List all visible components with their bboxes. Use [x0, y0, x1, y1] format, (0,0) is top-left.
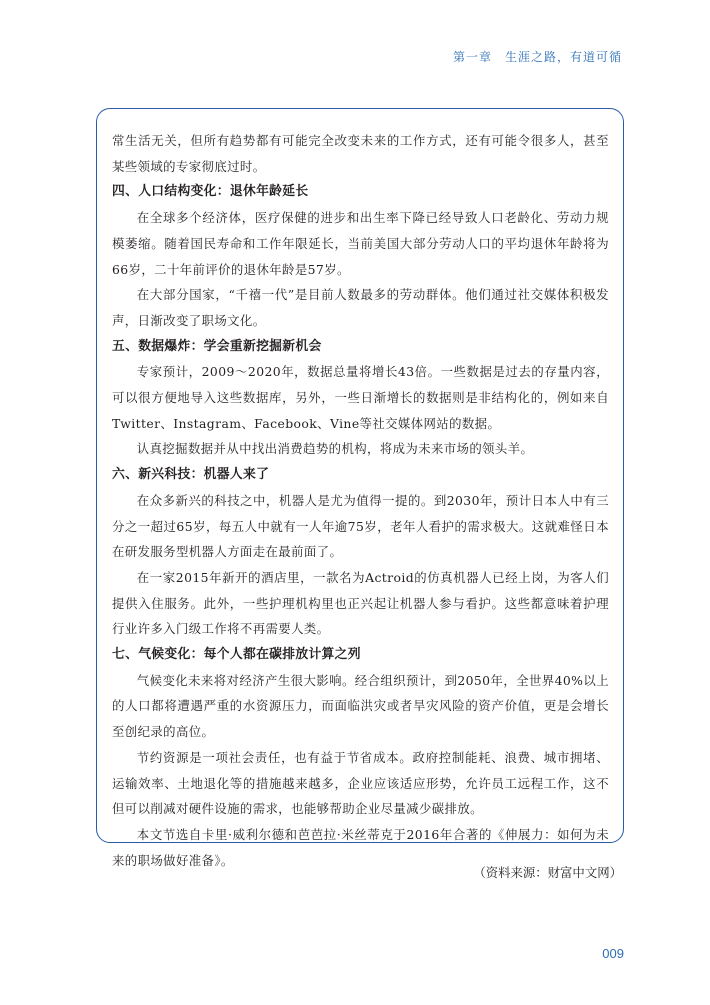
paragraph: 在众多新兴的科技之中，机器人是尤为值得一提的。到2030年，预计日本人中有三分之一超过65岁，每五人中就有一人年逾75岁，老年人看护的需求极大。这就难怪日本在研发服务型机器人方面走在最前面了。: [112, 492, 609, 560]
paragraph: 在一家2015年新开的酒店里，一款名为Actroid的仿真机器人已经上岗，为客人们提供入住服务。此外，一些护理机构里也正兴起让机器人参与看护。这些都意味着护理行业许多入门级工作将不再需要人类。: [112, 569, 609, 637]
page-number: 009: [602, 946, 624, 961]
paragraph: 气候变化未来将对经济产生很大影响。经合组织预计，到2050年，全世界40%以上的人口都将遭遇严重的水资源压力，而面临洪灾或者旱灾风险的资产价值，更是会增长至创纪录的高位。: [112, 672, 609, 740]
paragraph: 在大部分国家，“千禧一代”是目前人数最多的劳动群体。他们通过社交媒体积极发声，日渐改变了职场文化。: [112, 287, 609, 328]
section-heading-tech: 六、新兴科技：机器人来了: [112, 467, 270, 483]
section-heading-climate: 七、气候变化：每个人都在碳排放计算之列: [112, 647, 361, 663]
paragraph-intro: 常生活无关，但所有趋势都有可能完全改变未来的工作方式，还有可能令很多人，甚至某些领域的专家彻底过时。: [112, 133, 609, 174]
source-citation: （资料来源：财富中文网）: [473, 865, 622, 880]
section-heading-demographics: 四、人口结构变化：退休年龄延长: [112, 184, 309, 200]
paragraph: 认真挖掘数据并从中找出消费趋势的机构，将成为未来市场的领头羊。: [136, 441, 534, 457]
paragraph-note: 本文节选自卡里·威利尔德和芭芭拉·米丝蒂克于2016年合著的《伸展力：如何为未来的职场做好准备》。: [112, 826, 609, 868]
paragraph: 在全球多个经济体，医疗保健的进步和出生率下降已经导致人口老龄化、劳动力规模萎缩。随着国民寿命和工作年限延长，当前美国大部分劳动人口的平均退休年龄将为66岁，二十年前评价的退休年龄是57岁。: [112, 210, 609, 277]
paragraph: 节约资源是一项社会责任，也有益于节省成本。政府控制能耗、浪费、城市拥堵、运输效率、土地退化等的措施越来越多，企业应该适应形势，允许员工远程工作，这不但可以削减对硬件设施的需求，也能够帮助企业尽量减少碳排放。: [112, 749, 609, 817]
running-header: 第一章 生涯之路，有道可循: [452, 50, 622, 64]
article-content: [112, 128, 609, 873]
section-heading-data: 五、数据爆炸：学会重新挖掘新机会: [112, 338, 322, 354]
paragraph: 专家预计，2009～2020年，数据总量将增长43倍。一些数据是过去的存量内容，可以很方便地导入这些数据库，另外，一些日渐增长的数据则是非结构化的，例如来自Twitter、Instagram、Facebook、Vine等社交媒体网站的数据。: [112, 364, 609, 431]
